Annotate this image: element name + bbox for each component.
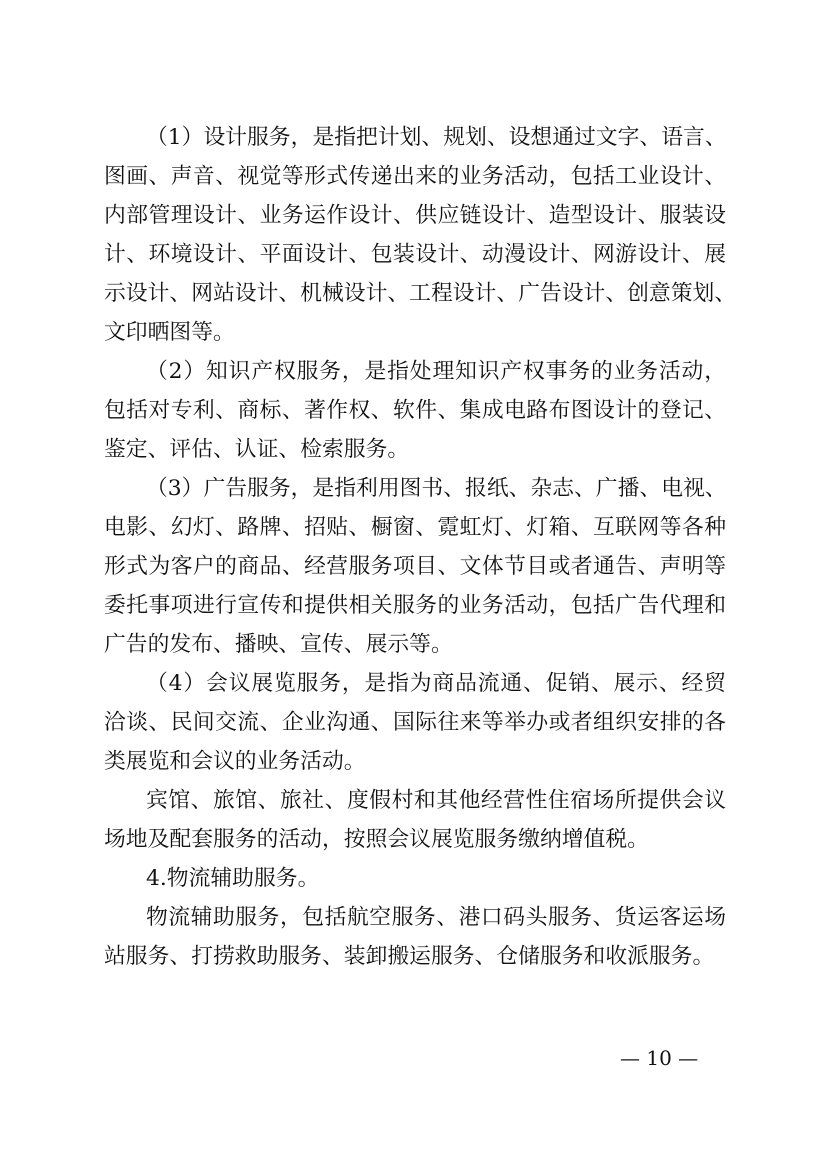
text-line: 文印晒图等。 [104, 320, 235, 345]
text-line: 形式为客户的商品、经营服务项目、文体节目或者通告、声明等 [104, 554, 726, 579]
text-line: 计、环境设计、平面设计、包装设计、动漫设计、网游设计、展 [104, 242, 726, 267]
text-line: （4）会议展览服务，是指为商品流通、促销、展示、经贸 [146, 671, 726, 696]
para-hotel-venue [104, 781, 726, 859]
text-line: 场地及配套服务的活动，按照会议展览服务缴纳增值税。 [104, 827, 649, 852]
text-line: 洽谈、民间交流、企业沟通、国际往来等举办或者组织安排的各 [104, 710, 726, 735]
section-heading: 4.物流辅助服务。 [146, 866, 320, 891]
para-advertising-service [104, 469, 726, 664]
text-line: 广告的发布、播映、宣传、展示等。 [104, 632, 453, 657]
para-design-service [104, 118, 737, 352]
text-line: 示设计、网站设计、机械设计、工程设计、广告设计、创意策划、 [104, 281, 737, 306]
text-line: 鉴定、评估、认证、检索服务。 [104, 437, 410, 462]
text-line: 类展览和会议的业务活动。 [104, 749, 366, 774]
text-line: （1）设计服务，是指把计划、规划、设想通过文字、语言、 [146, 125, 727, 150]
text-line: 宾馆、旅馆、旅社、度假村和其他经营性住宿场所提供会议 [146, 788, 726, 813]
text-line: 电影、幻灯、路牌、招贴、橱窗、霓虹灯、灯箱、互联网等各种 [104, 515, 726, 540]
para-exhibition-service [104, 664, 726, 781]
text-line: 包括对专利、商标、著作权、软件、集成电路布图设计的登记、 [104, 398, 726, 423]
para-logistics-service [104, 898, 726, 976]
text-line: （3）广告服务，是指利用图书、报纸、杂志、广播、电视、 [146, 476, 727, 501]
page-number: — 10 — [620, 1046, 699, 1070]
text-line: 委托事项进行宣传和提供相关服务的业务活动，包括广告代理和 [104, 593, 726, 618]
document-body [104, 118, 737, 976]
text-line: （2）知识产权服务，是指处理知识产权事务的业务活动， [146, 359, 726, 384]
text-line: 物流辅助服务，包括航空服务、港口码头服务、货运客运场 [146, 905, 726, 930]
para-logistics-heading [104, 859, 726, 898]
text-line: 内部管理设计、业务运作设计、供应链设计、造型设计、服装设 [104, 203, 726, 228]
text-line: 图画、声音、视觉等形式传递出来的业务活动，包括工业设计、 [104, 164, 726, 189]
text-line: 站服务、打捞救助服务、装卸搬运服务、仓储服务和收派服务。 [104, 944, 715, 969]
para-ip-service [104, 352, 726, 469]
